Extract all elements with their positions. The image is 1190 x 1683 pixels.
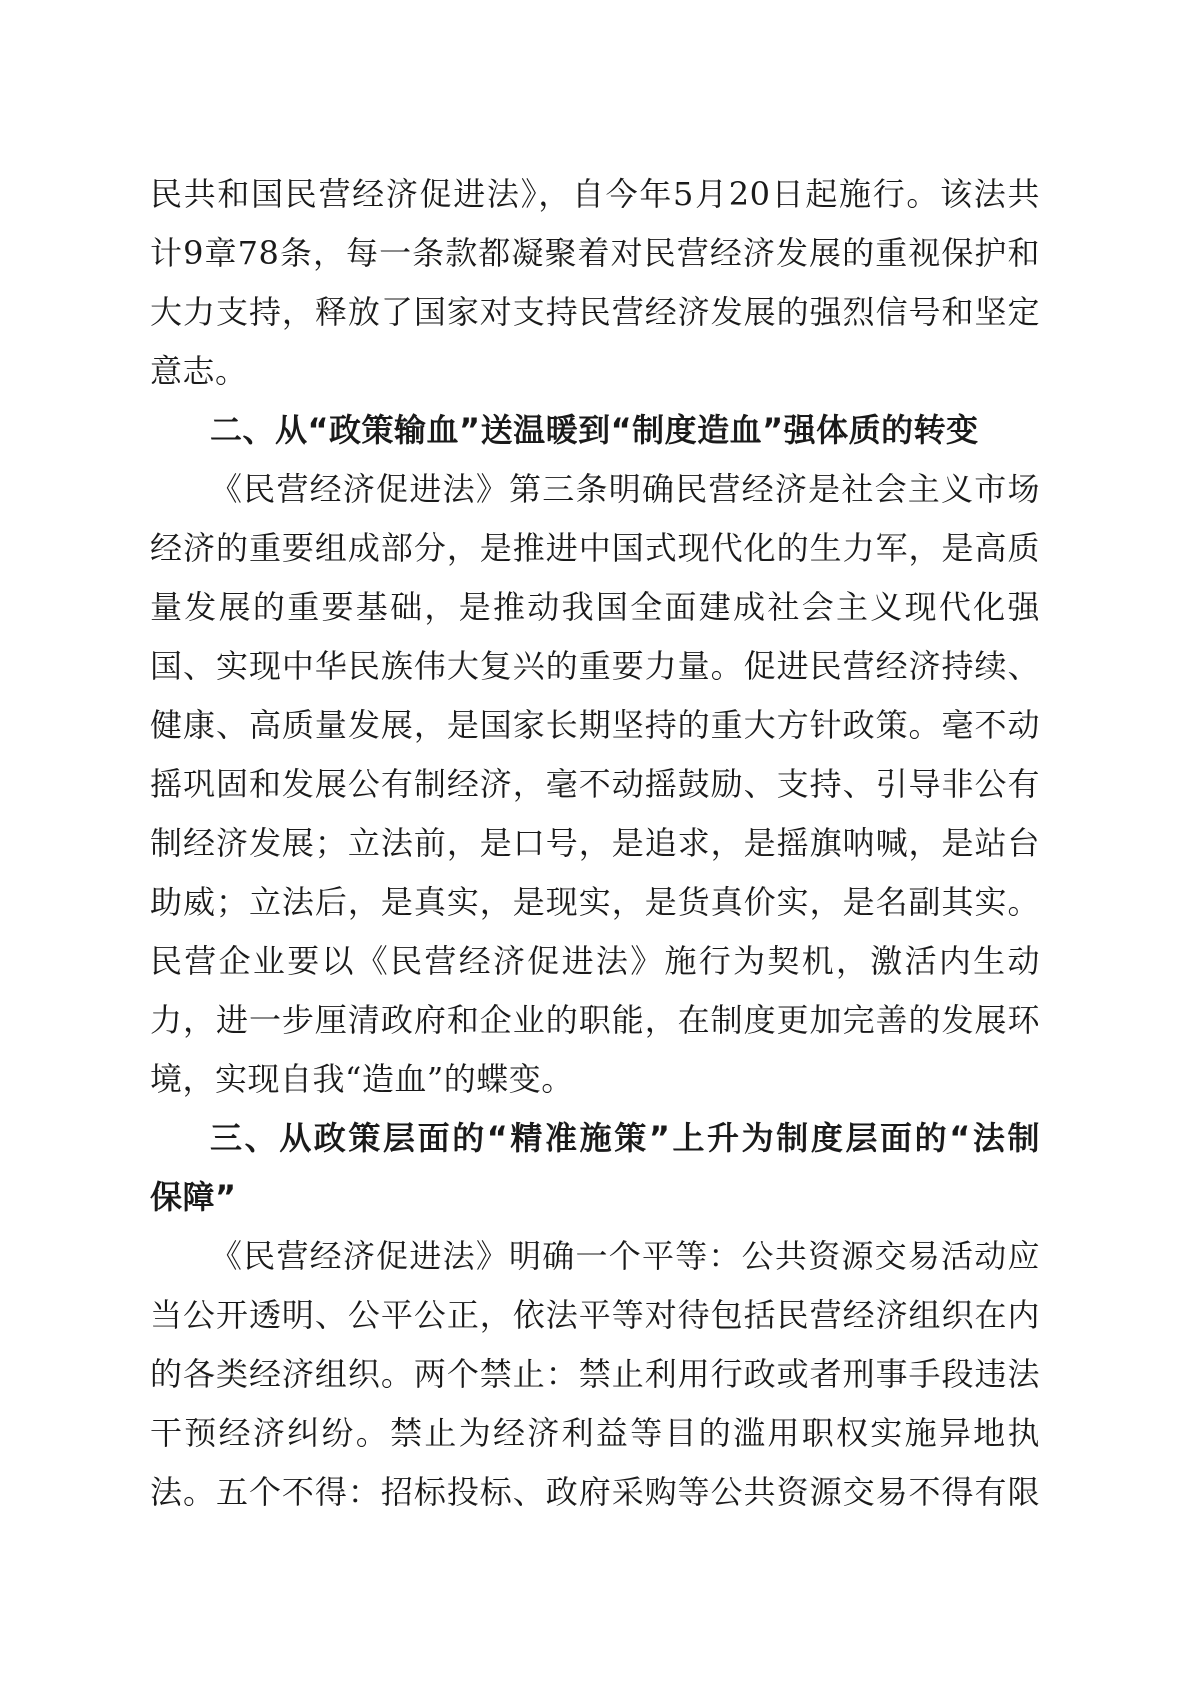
text-line: 境，实现自我“造血”的蝶变。 [150, 1060, 574, 1098]
text-line: 《民营经济促进法》明确一个平等：公共资源交易活动应 [210, 1237, 1040, 1275]
text-line: 制经济发展；立法前，是口号，是追求，是摇旗呐喊，是站台 [150, 824, 1040, 862]
text-line: 经济的重要组成部分，是推进中国式现代化的生力军，是高质 [150, 529, 1040, 567]
body-paragraph [150, 165, 1040, 401]
text-line: 量发展的重要基础，是推动我国全面建成社会主义现代化强 [150, 588, 1040, 626]
text-line: 干预经济纠纷。禁止为经济利益等目的滥用职权实施异地执 [150, 1414, 1040, 1452]
text-line: 摇巩固和发展公有制经济，毫不动摇鼓励、支持、引导非公有 [150, 765, 1040, 803]
text-line: 健康、高质量发展，是国家长期坚持的重大方针政策。毫不动 [150, 706, 1040, 744]
text-line: 《民营经济促进法》第三条明确民营经济是社会主义市场 [210, 470, 1040, 508]
text-line: 当公开透明、公平公正，依法平等对待包括民营经济组织在内 [150, 1296, 1040, 1334]
text-line: 助威；立法后，是真实，是现实，是货真价实，是名副其实。 [150, 883, 1040, 921]
section-heading [150, 401, 1040, 460]
section-heading [150, 1109, 1040, 1227]
text-line: 民营企业要以《民营经济促进法》施行为契机，激活内生动 [150, 942, 1040, 980]
heading-line: 二、从“政策输血”送温暖到“制度造血”强体质的转变 [210, 411, 979, 449]
text-line: 力，进一步厘清政府和企业的职能，在制度更加完善的发展环 [150, 1001, 1040, 1039]
text-line: 国、实现中华民族伟大复兴的重要力量。促进民营经济持续、 [150, 647, 1040, 685]
text-line: 法。五个不得：招标投标、政府采购等公共资源交易不得有限 [150, 1473, 1040, 1511]
text-line: 意志。 [150, 352, 248, 390]
heading-line: 三、从政策层面的“精准施策”上升为制度层面的“法制 [210, 1119, 1040, 1157]
text-line: 计9章78条，每一条款都凝聚着对民营经济发展的重视保护和 [150, 234, 1040, 272]
document-page [150, 165, 1040, 1522]
body-paragraph [150, 1227, 1040, 1522]
body-paragraph [150, 460, 1040, 1109]
heading-line: 保障” [150, 1178, 237, 1216]
text-line: 的各类经济组织。两个禁止：禁止利用行政或者刑事手段违法 [150, 1355, 1040, 1393]
text-line: 民共和国民营经济促进法》，自今年5月20日起施行。该法共 [150, 175, 1040, 213]
text-line: 大力支持，释放了国家对支持民营经济发展的强烈信号和坚定 [150, 293, 1040, 331]
